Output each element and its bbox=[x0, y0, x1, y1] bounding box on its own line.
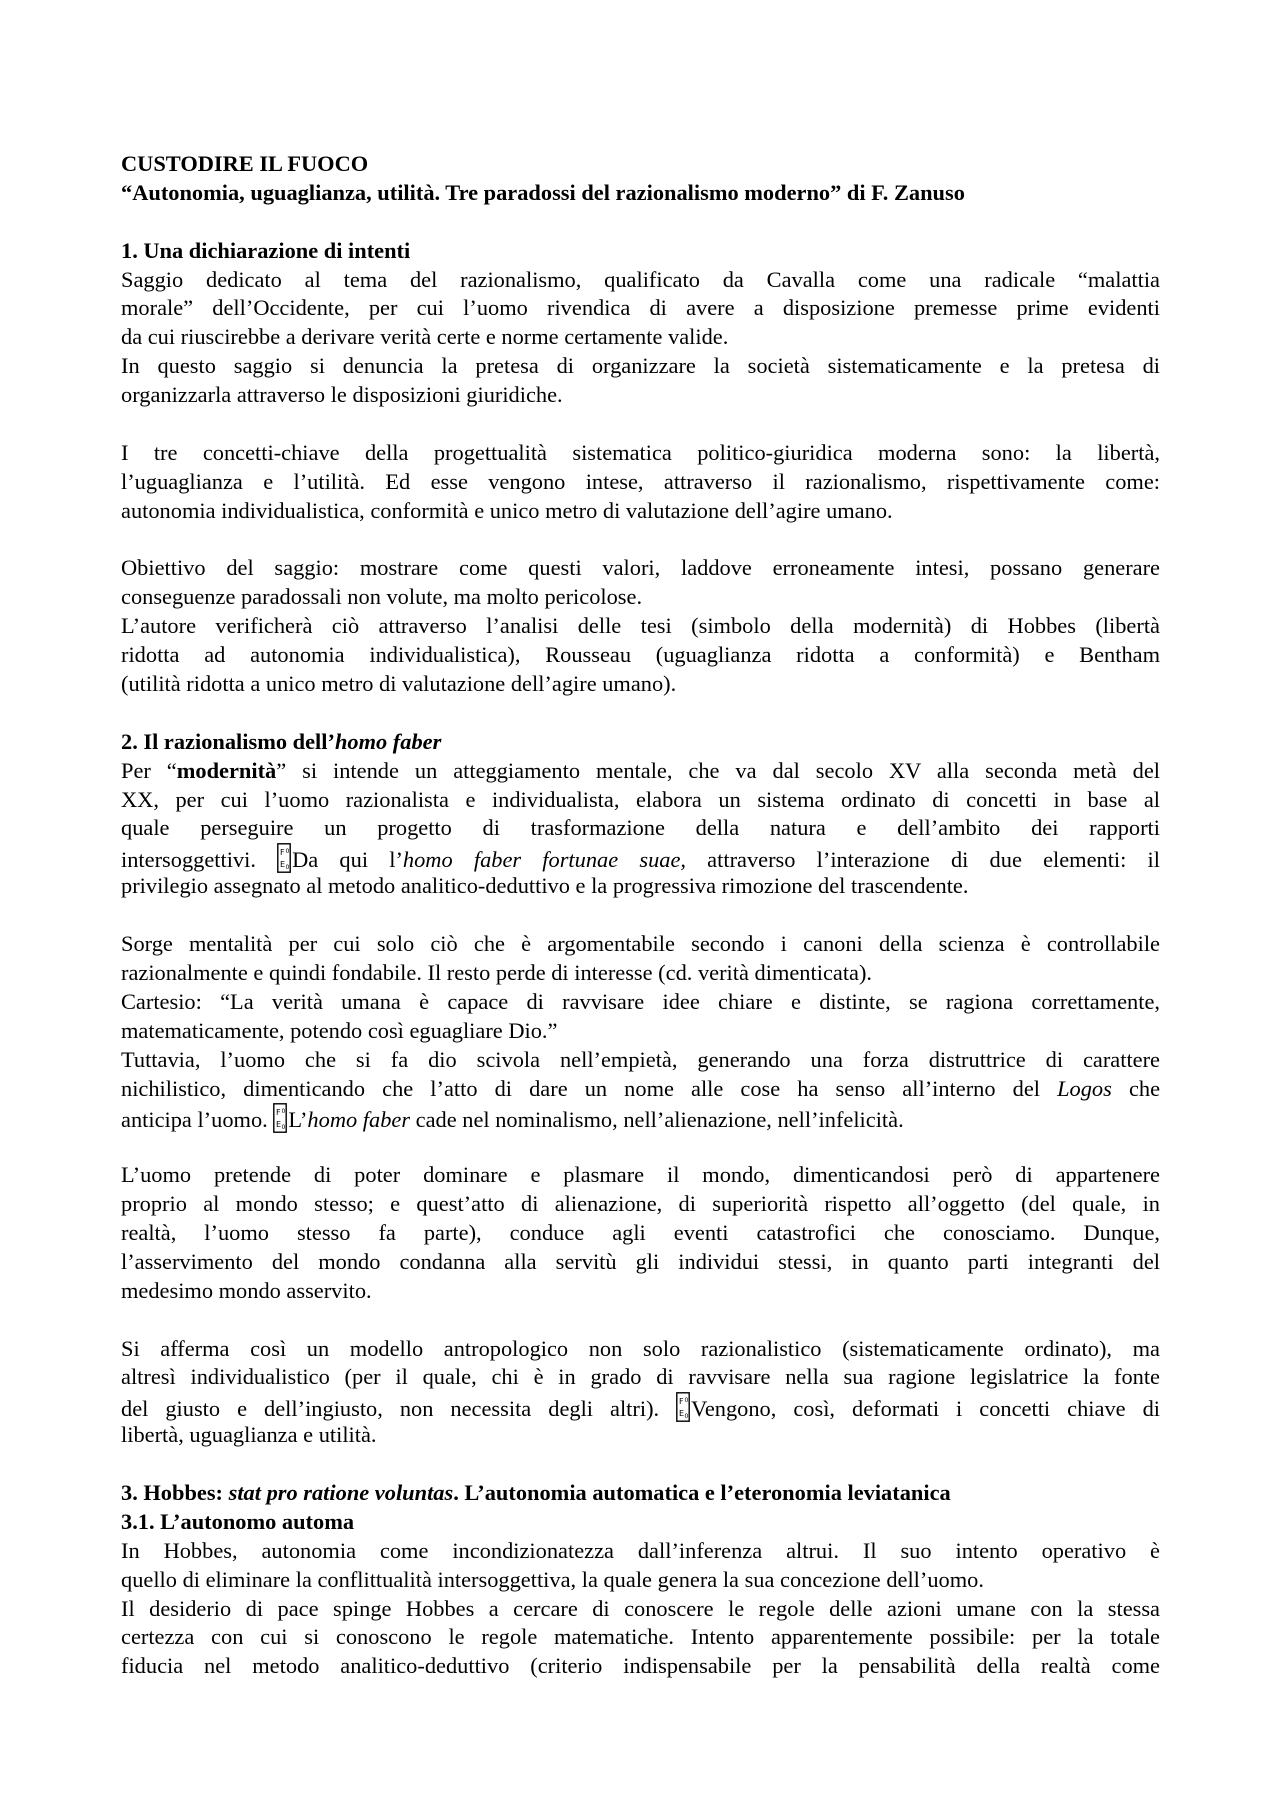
paragraph-line: da cui riuscirebbe a derivare verità certe e norme certamente valide. bbox=[121, 324, 729, 350]
paragraph-line: razionalmente e quindi fondabile. Il resto perde di interesse (cd. verità dimenticata). bbox=[121, 959, 873, 985]
paragraph-line: Saggio dedicato al tema del razionalismo, qualificato da Cavalla come una radicale “malattia bbox=[121, 266, 1160, 292]
paragraph-line: Cartesio: “La verità umana è capace di ravvisare idee chiare e distinte, se ragiona correttamente, bbox=[121, 988, 1160, 1014]
section-3-heading: 3. Hobbes: stat pro ratione voluntas. L’autonomia automatica e l’eteronomia leviatanica bbox=[121, 1479, 951, 1505]
paragraph-line: autonomia individualistica, conformità e unico metro di valutazione dell’agire umano. bbox=[121, 497, 893, 523]
paragraph-line: conseguenze paradossali non volute, ma molto pericolose. bbox=[121, 584, 643, 610]
footnote-marker-icon bbox=[277, 843, 291, 873]
paragraph-line: quello di eliminare la conflittualità intersoggettiva, la quale genera la sua concezione dell’uomo. bbox=[121, 1566, 984, 1592]
section-2-heading: 2. Il razionalismo dell’homo faber bbox=[121, 728, 442, 754]
paragraph-line: del giusto e dell’ingiusto, non necessita degli altri). Vengono, così, deformati i concetti chiave di bbox=[121, 1392, 1160, 1421]
paragraph-line: libertà, uguaglianza e utilità. bbox=[121, 1422, 377, 1448]
paragraph-line: intersoggettivi. Da qui l’homo faber fortunae suae, attraverso l’interazione di due elementi: il bbox=[121, 843, 1160, 872]
paragraph-line: Obiettivo del saggio: mostrare come questi valori, laddove erroneamente intesi, possano generare bbox=[121, 555, 1160, 581]
paragraph-line: Tuttavia, l’uomo che si fa dio scivola nell’empietà, generando una forza distruttrice di carattere bbox=[121, 1046, 1160, 1072]
section-1-heading: 1. Una dichiarazione di intenti bbox=[121, 237, 411, 263]
paragraph-line: certezza con cui si conoscono le regole matematiche. Intento apparentemente possibile: per la totale bbox=[121, 1624, 1160, 1650]
paragraph-line: I tre concetti-chiave della progettualità sistematica politico-giuridica moderna sono: la libertà, bbox=[121, 439, 1160, 465]
paragraph-line: proprio al mondo stesso; e quest’atto di alienazione, di superiorità rispetto all’oggetto (del quale, in bbox=[121, 1191, 1160, 1217]
paragraph-line: Il desiderio di pace spinge Hobbes a cercare di conoscere le regole delle azioni umane con la stessa bbox=[121, 1595, 1160, 1621]
paragraph-line: Sorge mentalità per cui solo ciò che è argomentabile secondo i canoni della scienza è controllabile bbox=[121, 931, 1160, 957]
paragraph-line: realtà, l’uomo stesso fa parte), conduce agli eventi catastrofici che conosciamo. Dunque, bbox=[121, 1219, 1160, 1245]
footnote-marker-icon bbox=[676, 1392, 690, 1422]
paragraph-line: l’uguaglianza e l’utilità. Ed esse vengono intese, attraverso il razionalismo, rispettivamente come: bbox=[121, 468, 1160, 494]
paragraph-line: L’uomo pretende di poter dominare e plasmare il mondo, dimenticandosi però di appartenere bbox=[121, 1162, 1160, 1188]
paragraph-line: organizzarla attraverso le disposizioni giuridiche. bbox=[121, 382, 563, 408]
paragraph-line: In questo saggio si denuncia la pretesa di organizzare la società sistematicamente e la pretesa di bbox=[121, 353, 1160, 379]
paragraph-line: L’autore verificherà ciò attraverso l’analisi delle tesi (simbolo della modernità) di Hobbes (libertà bbox=[121, 613, 1160, 639]
paragraph-line: medesimo mondo asservito. bbox=[121, 1277, 372, 1303]
paragraph-line: morale” dell’Occidente, per cui l’uomo rivendica di avere a disposizione premesse prime evidenti bbox=[121, 295, 1160, 321]
paragraph-line: nichilistico, dimenticando che l’atto di dare un nome alle cose ha senso all’interno del Logos che bbox=[121, 1075, 1161, 1101]
paragraph-line: quale perseguire un progetto di trasformazione della natura e dell’ambito dei rapporti bbox=[121, 815, 1160, 841]
paragraph-line: XX, per cui l’uomo razionalista e individualista, elabora un sistema ordinato di concetti in base al bbox=[121, 786, 1160, 812]
paragraph-line: altresì individualistico (per il quale, chi è in grado di ravvisare nella sua ragione legislatrice la fonte bbox=[121, 1364, 1160, 1390]
paragraph-line: anticipa l’uomo. L’homo faber cade nel nominalismo, nell’alienazione, nell’infelicità. bbox=[121, 1103, 1160, 1132]
footnote-marker-icon bbox=[273, 1103, 287, 1133]
document-body bbox=[121, 150, 1160, 1681]
paragraph-line: Si afferma così un modello antropologico non solo razionalistico (sistematicamente ordinato), ma bbox=[121, 1335, 1160, 1361]
paragraph-line: (utilità ridotta a unico metro di valutazione dell’agire umano). bbox=[121, 671, 677, 697]
section-3-1-heading: 3.1. L’autonomo automa bbox=[121, 1508, 355, 1534]
paragraph-line: privilegio assegnato al metodo analitico-deduttivo e la progressiva rimozione del trascendente. bbox=[121, 873, 969, 899]
paragraph-line: Per “modernità” si intende un atteggiamento mentale, che va dal secolo XV alla seconda metà del bbox=[121, 757, 1160, 783]
paragraph-line: In Hobbes, autonomia come incondizionatezza dall’inferenza altrui. Il suo intento operativo è bbox=[121, 1537, 1160, 1563]
document-subtitle: “Autonomia, uguaglianza, utilità. Tre paradossi del razionalismo moderno” di F. Zanuso bbox=[121, 179, 965, 205]
document-title: CUSTODIRE IL FUOCO bbox=[121, 151, 369, 176]
paragraph-line: ridotta ad autonomia individualistica), Rousseau (uguaglianza ridotta a conformità) e Bentham bbox=[121, 642, 1160, 668]
paragraph-line: l’asservimento del mondo condanna alla servitù gli individui stessi, in quanto parti integranti del bbox=[121, 1248, 1160, 1274]
paragraph-line: matematicamente, potendo così eguagliare Dio.” bbox=[121, 1017, 558, 1043]
paragraph-line: fiducia nel metodo analitico-deduttivo (criterio indispensabile per la pensabilità della realtà come bbox=[121, 1653, 1160, 1679]
